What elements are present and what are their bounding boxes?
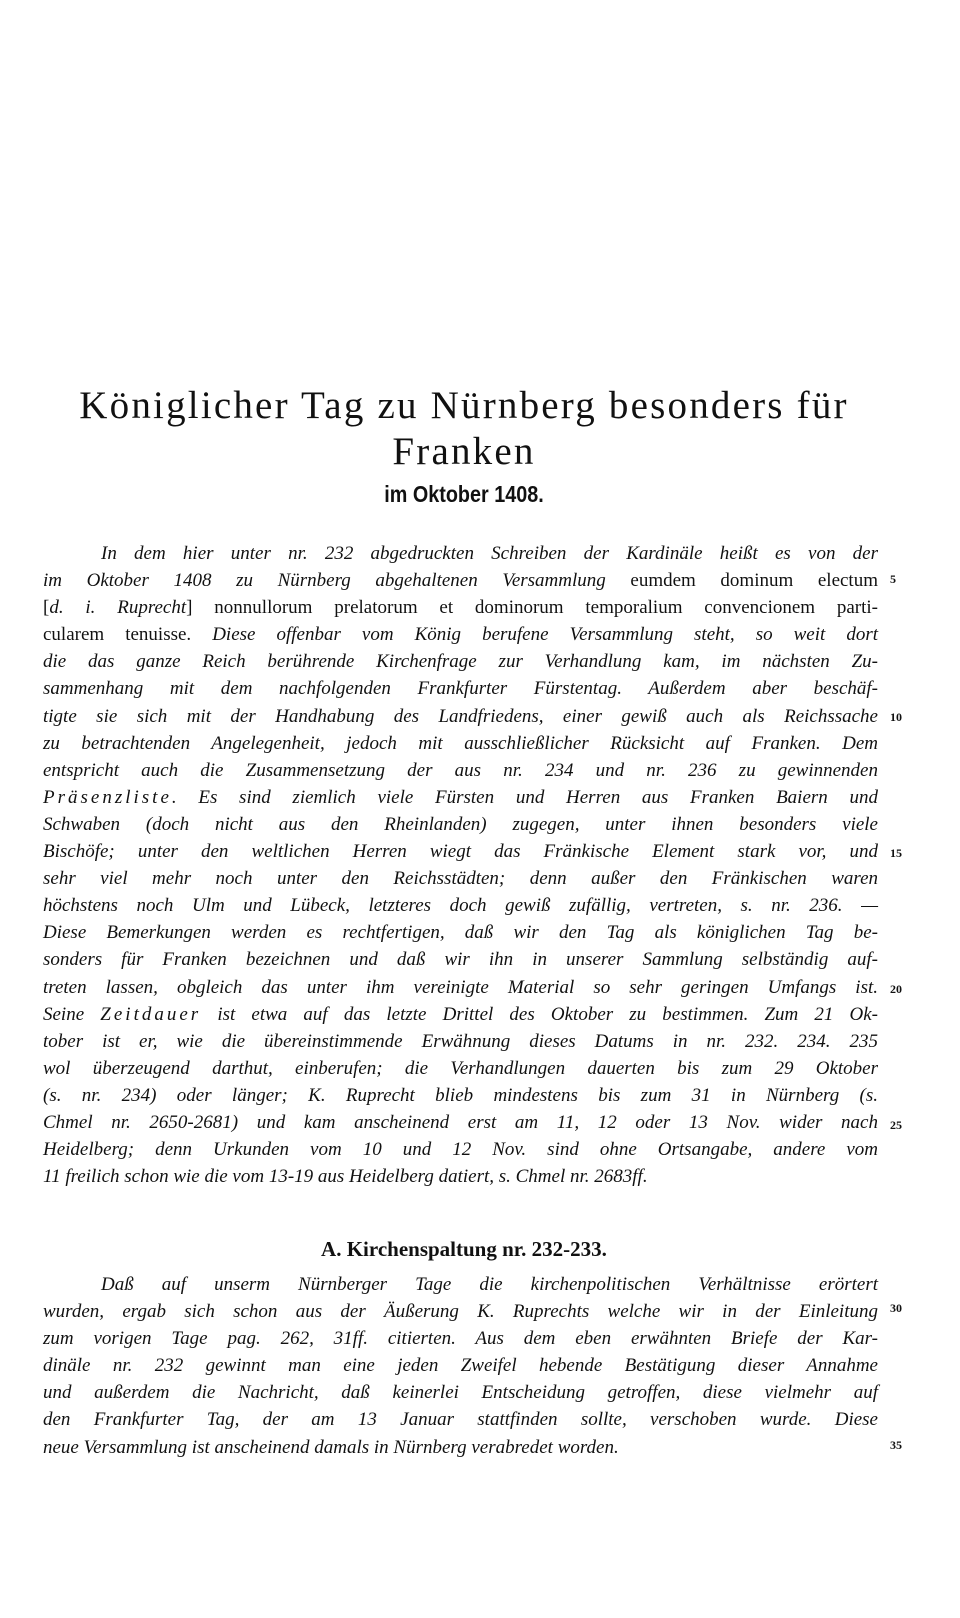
text-run: wurden, ergab sich schon aus der Äußerung K. Ruprechts welche wir in der Einleitung: [43, 1301, 878, 1323]
line-number: 15: [890, 846, 902, 860]
text-line: [43, 621, 878, 648]
text-line: [43, 1136, 878, 1163]
text-run: Heidelberg; denn Urkunden vom 10 und 12 Nov. sind ohne Ortsangabe, andere vom: [43, 1139, 878, 1161]
text-run: Präsenzliste: [43, 786, 172, 808]
text-line: [43, 1434, 878, 1461]
section-paragraph: [43, 1271, 878, 1461]
text-line: [43, 1109, 878, 1136]
text-run: neue Versammlung ist anscheinend damals in Nürnberg verabredet worden.: [43, 1436, 619, 1458]
text-line: [43, 1028, 878, 1055]
text-run: dinäle nr. 232 gewinnt man eine jeden Zweifel hebende Bestätigung dieser Annahme: [43, 1355, 878, 1377]
text-run: [: [43, 597, 50, 619]
text-run: (s. nr. 234) oder länger; K. Ruprecht blieb mindestens bis zum 31 in Nürnberg (s.: [43, 1084, 878, 1106]
text-run: entspricht auch die Zusammensetzung der aus nr. 234 und nr. 236 zu gewinnenden: [43, 759, 878, 781]
text-run: im Oktober 1408 zu Nürnberg abgehaltenen Versammlung: [43, 570, 606, 592]
text-line: [43, 1271, 878, 1298]
text-line: [43, 594, 878, 621]
text-line: [43, 757, 878, 784]
text-line: [43, 567, 878, 594]
text-line: [43, 703, 878, 730]
text-line: [43, 865, 878, 892]
text-line: [43, 946, 878, 973]
text-line: [43, 784, 878, 811]
text-line: [43, 675, 878, 702]
text-run: zu betrachtenden Angelegenheit, jedoch mit ausschließlicher Rücksicht auf Franken. Dem: [43, 732, 878, 754]
text-run: höchstens noch Ulm und Lübeck, letzteres doch gewiß zufällig, vertreten, s. nr. 236. —: [43, 895, 878, 917]
text-line: [43, 1325, 878, 1352]
text-run: In dem hier unter nr. 232 abgedruckten Schreiben der Kardinäle heißt es von der: [101, 543, 878, 564]
text-run: zum vorigen Tage pag. 262, 31ff. citierten. Aus dem eben erwähnten Briefe der Kar-: [43, 1328, 878, 1350]
text-line: [43, 1379, 878, 1406]
text-run: tober ist er, wie die übereinstimmende Erwähnung dieses Datums in nr. 232. 234. 235: [43, 1030, 878, 1052]
line-number: 5: [890, 572, 896, 586]
text-run: Zeitdauer: [100, 1003, 202, 1025]
text-run: cularem tenuisse.: [43, 624, 213, 646]
intro-paragraph: [43, 540, 878, 1190]
text-line: [43, 540, 878, 567]
text-run: tigte sie sich mit der Handhabung des Landfriedens, einer gewiß auch als Reichssache: [43, 705, 878, 727]
text-run: wol überzeugend darthut, einberufen; die Verhandlungen dauerten bis zum 29 Oktober: [43, 1057, 878, 1079]
section-heading: A. Kirchenspaltung nr. 232-233.: [321, 1237, 607, 1261]
text-line: [43, 974, 878, 1001]
text-run: Daß auf unserm Nürnberger Tage die kirchenpolitischen Verhältnisse erörtert: [101, 1274, 878, 1295]
page-title: [40, 383, 888, 475]
text-line: [43, 1082, 878, 1109]
text-run: den Frankfurter Tag, der am 13 Januar stattfinden sollte, verschoben wurde. Diese: [43, 1409, 878, 1431]
line-number: 25: [890, 1118, 902, 1132]
text-run: Bischöfe; unter den weltlichen Herren wiegt das Fränkische Element stark vor, und: [43, 841, 878, 863]
text-run: und außerdem die Nachricht, daß keinerlei Entscheidung getroffen, diese vielmehr auf: [43, 1382, 878, 1404]
text-line: [43, 1001, 878, 1028]
line-number: 20: [890, 982, 902, 996]
text-line: [43, 730, 878, 757]
text-line: [43, 648, 878, 675]
text-line: [43, 811, 878, 838]
text-run: sehr viel mehr noch unter den Reichsstädten; denn außer den Fränkischen waren: [43, 868, 878, 890]
page-subtitle: im Oktober 1408.: [384, 481, 544, 507]
text-line: [43, 1352, 878, 1379]
text-run: Schwaben (doch nicht aus den Rheinlanden) zugegen, unter ihnen besonders viele: [43, 813, 878, 835]
text-run: die das ganze Reich berührende Kirchenfrage zur Verhandlung kam, im nächsten Zu-: [43, 651, 878, 673]
line-number: 30: [890, 1301, 902, 1315]
text-run: Diese offenbar vom König berufene Versammlung steht, so weit dort: [212, 624, 878, 646]
text-line: [43, 1055, 878, 1082]
text-run: . Es sind ziemlich viele Fürsten und Herren aus Franken Baiern und: [171, 786, 878, 808]
text-line: [43, 892, 878, 919]
text-run: treten lassen, obgleich das unter ihm vereinigte Material so sehr geringen Umfangs ist.: [43, 976, 878, 998]
text-line: [43, 1163, 878, 1190]
text-line: [43, 1406, 878, 1433]
text-run: eumdem dominum electum: [605, 570, 878, 592]
text-run: ] nonnullorum prelatorum et dominorum temporalium convencionem parti-: [186, 597, 879, 619]
text-line: [43, 1298, 878, 1325]
text-line: [43, 919, 878, 946]
title-line-2: Franken: [392, 430, 536, 473]
line-number: 35: [890, 1438, 902, 1452]
text-run: 11 freilich schon wie die vom 13-19 aus Heidelberg datiert, s. Chmel nr. 2683ff.: [43, 1166, 648, 1188]
text-run: Diese Bemerkungen werden es rechtfertigen, daß wir den Tag als königlichen Tag be-: [43, 922, 878, 944]
text-line: [43, 838, 878, 865]
text-run: Seine: [43, 1003, 101, 1025]
text-run: sonders für Franken bezeichnen und daß wir ihn in unserer Sammlung selbständig auf-: [43, 949, 878, 971]
text-run: ist etwa auf das letzte Drittel des Oktober zu bestimmen. Zum 21 Ok-: [201, 1003, 879, 1025]
text-run: d. i. Ruprecht: [49, 597, 187, 619]
text-run: sammenhang mit dem nachfolgenden Frankfurter Fürstentag. Außerdem aber beschäf-: [43, 678, 878, 700]
text-run: Chmel nr. 2650-2681) und kam anscheinend erst am 11, 12 oder 13 Nov. wider nach: [43, 1111, 878, 1133]
line-number: 10: [890, 710, 902, 724]
title-line-1: Königlicher Tag zu Nürnberg besonders für: [79, 384, 849, 427]
